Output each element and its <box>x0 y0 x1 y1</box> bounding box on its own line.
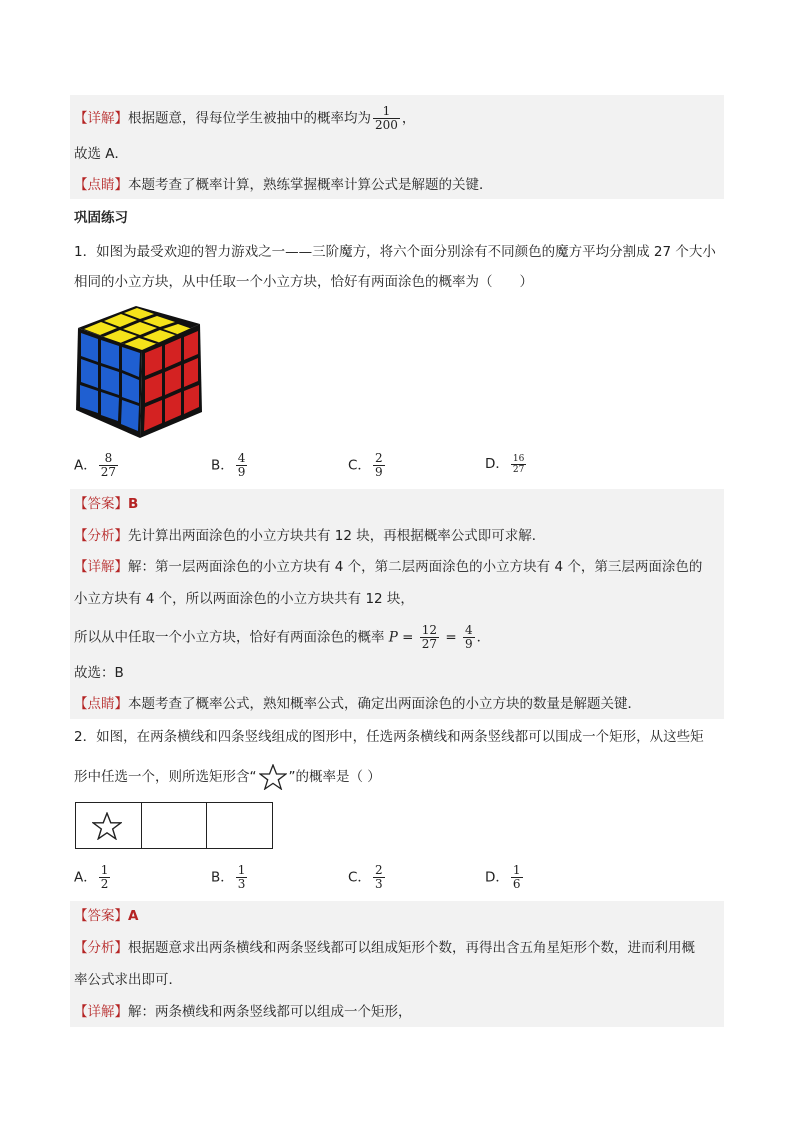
grid-cell <box>142 803 208 848</box>
section-title: 巩固练习 <box>74 210 128 226</box>
q1-answer-line: 【答案】B <box>74 496 139 512</box>
star-icon <box>92 812 122 840</box>
q2-option-d[interactable]: D． $\frac{1}{6}$ <box>485 863 521 891</box>
comment-text: 本题考查了概率计算，熟练掌握概率计算公式是解题的关键． <box>128 177 493 193</box>
q2-stem-line2: 形中任选一个，则所选矩形含“ ”的概率是（ ） <box>74 764 381 790</box>
detail-line: 【详解】根据题意，得每位学生被抽中的概率均为 $\frac{1}{200}$ ， <box>74 104 416 132</box>
rubiks-cube-image <box>70 300 210 442</box>
q2-figure-grid <box>75 802 273 849</box>
q1-option-b[interactable]: B． $\frac{4}{9}$ <box>211 451 246 479</box>
q1-analysis-line: 【分析】先计算出两面涂色的小立方块共有 12 块，再根据概率公式即可求解． <box>74 528 546 544</box>
detail-fraction: $\frac{1}{200}$ <box>375 104 398 132</box>
detail-text: 根据题意，得每位学生被抽中的概率均为 <box>128 110 371 127</box>
q1-detail-line2: 小立方块有 4 个，所以两面涂色的小立方块共有 12 块， <box>74 591 414 607</box>
grid-cell <box>207 803 272 848</box>
star-icon <box>259 764 287 790</box>
q1-choice-line: 故选：B <box>74 665 124 681</box>
choice-line: 故选 A． <box>74 146 129 162</box>
detail-tag: 【详解】 <box>74 110 128 127</box>
q1-stem-line1: 1．如图为最受欢迎的智力游戏之一——三阶魔方，将六个面分别涂有不同颜色的魔方平均分割成 27 个大小 <box>74 244 716 260</box>
q2-option-c[interactable]: C． $\frac{2}{3}$ <box>348 863 383 891</box>
q2-option-b[interactable]: B． $\frac{1}{3}$ <box>211 863 246 891</box>
q1-answer: B <box>128 496 139 512</box>
q2-analysis-line1: 【分析】根据题意求出两条横线和两条竖线都可以组成矩形个数，再得出含五角星矩形个数，进而利用概 <box>74 940 695 956</box>
q2-answer-line: 【答案】A <box>74 908 139 924</box>
comment-tag: 【点睛】 <box>74 177 128 193</box>
q2-analysis-line2: 率公式求出即可． <box>74 972 182 988</box>
q1-detail-line1: 【详解】解：第一层两面涂色的小立方块有 4 个，第二层两面涂色的小立方块有 4 个，第三层两面涂色的 <box>74 559 703 575</box>
q2-detail-line: 【详解】解：两条横线和两条竖线都可以组成一个矩形， <box>74 1004 412 1020</box>
q1-comment-line: 【点睛】本题考查了概率公式，熟知概率公式，确定出两面涂色的小立方块的数量是解题关键． <box>74 696 641 712</box>
q1-option-a[interactable]: A． $\frac{8}{27}$ <box>74 451 117 479</box>
q1-detail-line3: 所以从中任取一个小立方块，恰好有两面涂色的概率 P = $\frac{12}{27}$ = $\frac{4}{9}$ ． <box>74 623 491 651</box>
grid-cell-star <box>76 803 142 848</box>
q2-answer: A <box>128 908 139 924</box>
q1-option-d[interactable]: D． $\frac{16}{27}$ <box>485 453 525 475</box>
q2-stem-line1: 2．如图，在两条横线和四条竖线组成的图形中，任选两条横线和两条竖线都可以围成一个矩形，从这些矩 <box>74 729 704 745</box>
q1-stem-line2: 相同的小立方块，从中任取一个小立方块，恰好有两面涂色的概率为（ ） <box>74 274 533 290</box>
q1-option-c[interactable]: C． $\frac{2}{9}$ <box>348 451 383 479</box>
q2-option-a[interactable]: A． $\frac{1}{2}$ <box>74 863 109 891</box>
comment-line <box>74 175 493 195</box>
